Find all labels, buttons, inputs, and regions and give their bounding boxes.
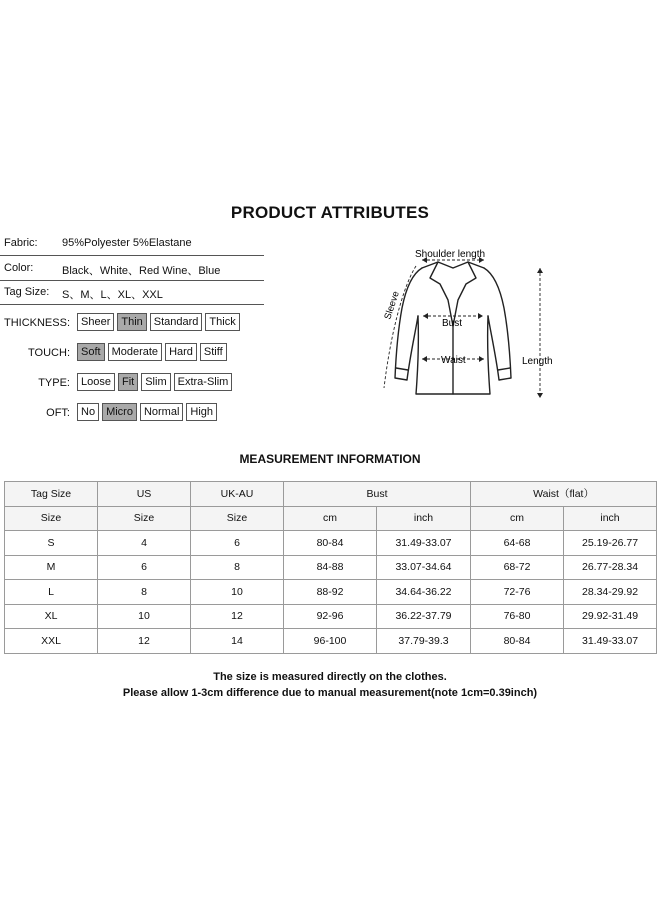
table-cell: 12 [98, 629, 191, 654]
fabric-value: 95%Polyester 5%Elastane [62, 237, 192, 249]
table-cell: 68-72 [471, 555, 564, 580]
table-cell: S [5, 531, 98, 556]
touch-options [77, 343, 227, 361]
color-value: Black、White、Red Wine、Blue [62, 265, 221, 277]
option-stiff: Stiff [200, 343, 227, 361]
tag-size-label: Tag Size: [4, 286, 50, 298]
size-table [4, 481, 657, 654]
table-cell: 80-84 [284, 531, 377, 556]
length-label: Length [522, 356, 553, 367]
fabric-label: Fabric: [4, 237, 38, 249]
table-cell: 76-80 [471, 604, 564, 629]
header-cell: Size [98, 506, 191, 531]
option-sheer: Sheer [77, 313, 114, 331]
header-cell: cm [471, 506, 564, 531]
table-cell: XL [5, 604, 98, 629]
header-cell: US [98, 482, 191, 507]
table-cell: 33.07-34.64 [377, 555, 471, 580]
table-cell: L [5, 580, 98, 605]
table-subheader-row [5, 506, 657, 531]
thickness-label: THICKNESS: [3, 317, 70, 329]
table-row [5, 604, 657, 629]
note-difference: Please allow 1-3cm difference due to manual measurement(note 1cm=0.39inch) [122, 687, 538, 699]
table-cell: 34.64-36.22 [377, 580, 471, 605]
type-label: TYPE: [38, 377, 70, 389]
table-cell: 96-100 [284, 629, 377, 654]
table-cell: 6 [98, 555, 191, 580]
option-micro: Micro [102, 403, 137, 421]
option-thick: Thick [205, 313, 239, 331]
option-fit: Fit [118, 373, 138, 391]
header-cell: Tag Size [5, 482, 98, 507]
table-row [5, 580, 657, 605]
option-slim: Slim [141, 373, 170, 391]
header-cell: inch [564, 506, 657, 531]
table-row [5, 531, 657, 556]
page-title: PRODUCT ATTRIBUTES [230, 203, 430, 222]
table-cell: 4 [98, 531, 191, 556]
table-cell: 28.34-29.92 [564, 580, 657, 605]
table-cell: 37.79-39.3 [377, 629, 471, 654]
header-cell: Size [5, 506, 98, 531]
tag-size-value: S、M、L、XL、XXL [62, 289, 163, 301]
oft-options [77, 403, 217, 421]
table-cell: 72-76 [471, 580, 564, 605]
table-cell: 8 [191, 555, 284, 580]
table-cell: 6 [191, 531, 284, 556]
table-cell: M [5, 555, 98, 580]
table-cell: 80-84 [471, 629, 564, 654]
sleeve-label: Sleeve [382, 289, 402, 321]
header-cell: inch [377, 506, 471, 531]
table-cell: 64-68 [471, 531, 564, 556]
header-cell: Waist（flat） [471, 482, 657, 507]
header-cell: UK-AU [191, 482, 284, 507]
waist-label: Waist [441, 355, 466, 366]
jacket-diagram [360, 238, 580, 413]
option-thin: Thin [117, 313, 146, 331]
option-soft: Soft [77, 343, 105, 361]
table-cell: 14 [191, 629, 284, 654]
option-normal: Normal [140, 403, 183, 421]
bust-label: Bust [442, 318, 463, 329]
divider [0, 255, 264, 256]
divider [0, 280, 264, 281]
table-cell: 25.19-26.77 [564, 531, 657, 556]
table-cell: 26.77-28.34 [564, 555, 657, 580]
table-cell: 10 [191, 580, 284, 605]
color-label: Color: [4, 262, 34, 274]
shoulder-length-label: Shoulder length [415, 249, 486, 260]
table-row [5, 629, 657, 654]
divider [0, 304, 264, 305]
thickness-options [77, 313, 240, 331]
table-cell: 88-92 [284, 580, 377, 605]
table-cell: 8 [98, 580, 191, 605]
table-cell: 10 [98, 604, 191, 629]
table-cell: 36.22-37.79 [377, 604, 471, 629]
table-cell: 31.49-33.07 [377, 531, 471, 556]
note-measured: The size is measured directly on the clothes. [213, 671, 447, 683]
option-extra-slim: Extra-Slim [174, 373, 233, 391]
table-cell: 92-96 [284, 604, 377, 629]
option-no: No [77, 403, 99, 421]
option-loose: Loose [77, 373, 115, 391]
option-standard: Standard [150, 313, 203, 331]
table-cell: 29.92-31.49 [564, 604, 657, 629]
measurement-title: MEASUREMENT INFORMATION [239, 452, 421, 466]
table-cell: 84-88 [284, 555, 377, 580]
oft-label: OFT: [46, 407, 70, 419]
table-cell: 12 [191, 604, 284, 629]
header-cell: Size [191, 506, 284, 531]
header-cell: cm [284, 506, 377, 531]
table-cell: 31.49-33.07 [564, 629, 657, 654]
option-high: High [186, 403, 217, 421]
touch-label: TOUCH: [28, 347, 70, 359]
option-hard: Hard [165, 343, 197, 361]
table-row [5, 555, 657, 580]
header-cell: Bust [284, 482, 471, 507]
type-options [77, 373, 232, 391]
table-header-row [5, 482, 657, 507]
table-cell: XXL [5, 629, 98, 654]
arrow-icons [422, 257, 543, 398]
option-moderate: Moderate [108, 343, 162, 361]
